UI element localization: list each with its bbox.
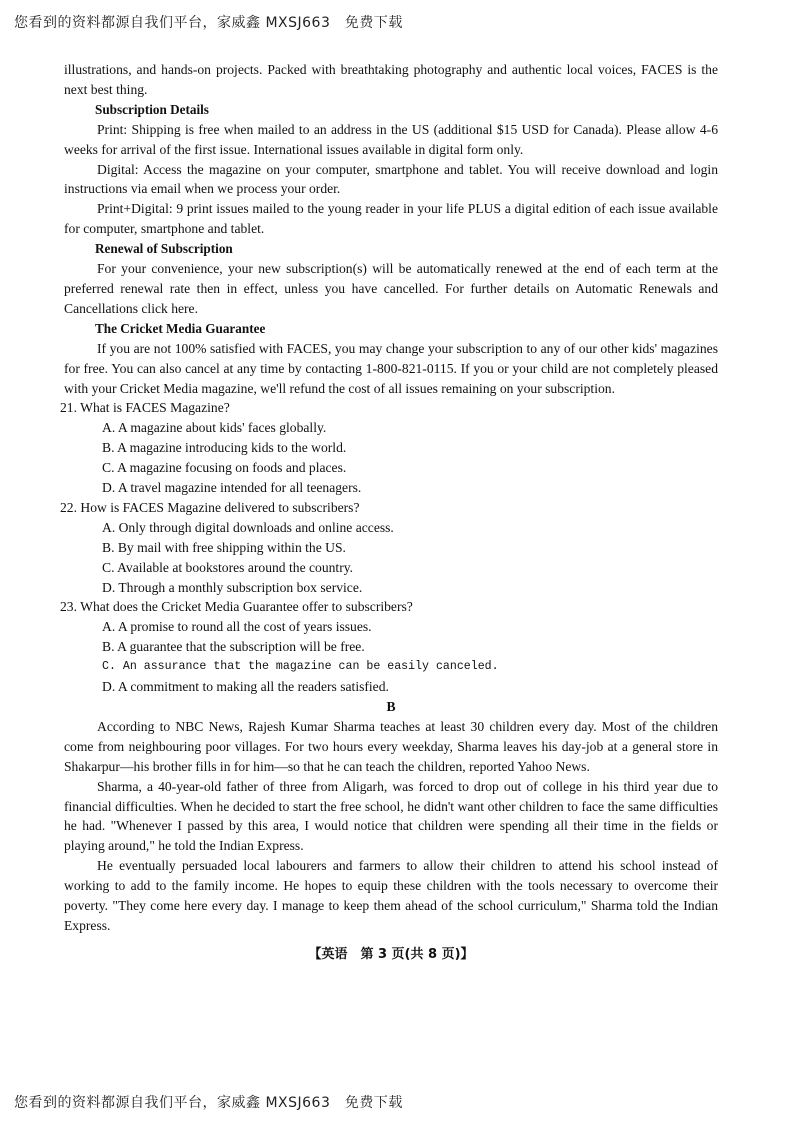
subscription-heading: Subscription Details xyxy=(95,101,209,117)
option-21-a: A. A magazine about kids' faces globally. xyxy=(102,420,327,436)
passage-b-paragraph-2: Sharma, a 40-year-old father of three from Aligarh, was forced to drop out of college in his third year due to financial difficulties. When he decided to start the free school, he didn't want other children to face the same difficulties he had. "Whenever I passed by this area, I would notice that children were spending all their time in the fields or playing around," he told the Indian Express. xyxy=(64,778,718,854)
exam-page xyxy=(60,60,718,965)
option-21-b: B. A magazine introducing kids to the world. xyxy=(102,440,347,456)
guarantee-heading: The Cricket Media Guarantee xyxy=(95,320,266,336)
section-b-label: B xyxy=(386,699,396,714)
passage-b-paragraph-3: He eventually persuaded local labourers and farmers to allow their children to attend his school instead of working to add to the family income. He hopes to equip these children with the tools necessary to overcome their poverty. "They come here every day. I manage to keep them ahead of the school curriculum," Sharma told the Indian Express. xyxy=(64,858,718,933)
question-23: 23. What does the Cricket Media Guarantee offer to subscribers? xyxy=(60,599,413,615)
renewal-heading: Renewal of Subscription xyxy=(95,241,233,257)
option-22-d: D. Through a monthly subscription box service. xyxy=(102,579,363,595)
question-22: 22. How is FACES Magazine delivered to subscribers? xyxy=(60,499,360,515)
option-22-c: C. Available at bookstores around the country. xyxy=(102,559,354,575)
watermark-top: 您看到的资料都源自我们平台，家威鑫 MXSJ663 免费下载 xyxy=(14,15,403,31)
digital-paragraph: Digital: Access the magazine on your computer, smartphone and tablet. You will receive download and login instructions via email when we process your order. xyxy=(64,161,718,197)
passage-b-paragraph-1: According to NBC News, Rajesh Kumar Sharma teaches at least 30 children every day. Most of the children come from neighbouring poor villages. For two hours every weekday, Sharma leaves his day-job at a general store in Shakarpur—his brother fills in for him—so that he can teach the children, reported Yahoo News. xyxy=(64,718,718,774)
print-paragraph: Print: Shipping is free when mailed to an address in the US (additional $15 USD for Canada). Please allow 4-6 weeks for arrival of the first issue. International issues available in digital form only. xyxy=(64,121,718,157)
print-digital-paragraph: Print+Digital: 9 print issues mailed to the young reader in your life PLUS a digital edition of each issue available for computer, smartphone and tablet. xyxy=(64,201,718,237)
watermark-bottom: 您看到的资料都源自我们平台，家威鑫 MXSJ663 免费下载 xyxy=(14,1095,403,1111)
renewal-paragraph: For your convenience, your new subscription(s) will be automatically renewed at the end of each term at the preferred renewal rate then in effect, unless you have cancelled. For further details on Automatic Renewals and Cancellations click here. xyxy=(64,261,718,316)
option-23-a: A. A promise to round all the cost of years issues. xyxy=(102,619,372,635)
option-23-b: B. A guarantee that the subscription will be free. xyxy=(102,639,365,655)
option-21-c: C. A magazine focusing on foods and places. xyxy=(102,460,347,476)
option-22-b: B. By mail with free shipping within the US. xyxy=(102,539,346,555)
question-21: 21. What is FACES Magazine? xyxy=(60,400,230,416)
option-23-c: C. An assurance that the magazine can be easily canceled. xyxy=(102,660,499,674)
option-23-d: D. A commitment to making all the readers satisfied. xyxy=(102,679,389,695)
page-footer: 【英语 第 3 页(共 8 页)】 xyxy=(308,946,474,962)
option-21-d: D. A travel magazine intended for all teenagers. xyxy=(102,480,362,496)
option-22-a: A. Only through digital downloads and online access. xyxy=(102,519,394,535)
passage-a-intro: illustrations, and hands-on projects. Packed with breathtaking photography and authentic local voices, FACES is the next best thing. xyxy=(64,62,718,97)
guarantee-paragraph: If you are not 100% satisfied with FACES, you may change your subscription to any of our other kids' magazines for free. You can also cancel at any time by contacting 1-800-821-0115. If you or your child are not completely pleased with your Cricket Media magazine, we'll refund the cost of all issues remaining on your subscription. xyxy=(64,340,718,396)
